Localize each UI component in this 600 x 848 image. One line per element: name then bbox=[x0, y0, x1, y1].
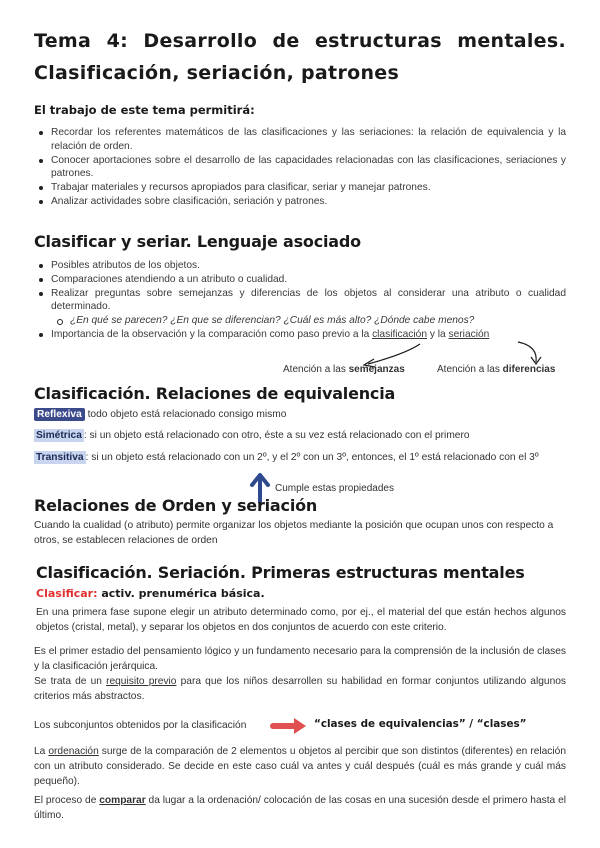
list-item: Trabajar materiales y recursos apropiados para clasificar, seriar y manejar patrones. bbox=[34, 181, 566, 195]
property-simetrica bbox=[34, 428, 566, 443]
page-title-line2: Clasificación, seriación, patrones bbox=[34, 62, 400, 84]
section-heading: Clasificación. Seriación. Primeras estructuras mentales bbox=[36, 563, 525, 582]
text: Importancia de la observación y la comparación como paso previo a la bbox=[51, 328, 373, 340]
title-word: estructuras bbox=[314, 30, 442, 52]
page-title-line1 bbox=[34, 30, 566, 52]
highlight-label: Simétrica bbox=[36, 430, 82, 441]
title-word: mentales. bbox=[457, 30, 566, 52]
arrow-to-semejanzas bbox=[368, 344, 420, 364]
text: La bbox=[34, 746, 49, 757]
property-transitiva bbox=[34, 450, 558, 465]
intro-list bbox=[34, 126, 566, 209]
list-item: Recordar los referentes matemáticos de las clasificaciones y las seriaciones: la relación de equivalencia y la relación de orden. bbox=[34, 126, 566, 154]
title-word: 4: bbox=[106, 30, 128, 52]
text: : si un objeto está relacionado con un 2º, y el 2º con un 3º, entonces, el 1º está relacionado con el 3º bbox=[85, 452, 539, 463]
section-heading: Clasificación. Relaciones de equivalencia bbox=[34, 384, 396, 403]
arrowhead bbox=[294, 718, 306, 734]
title-word: Desarrollo bbox=[143, 30, 258, 52]
section-heading: Relaciones de Orden y seriación bbox=[34, 496, 318, 515]
section1-list bbox=[34, 259, 566, 342]
list-item: Posibles atributos de los objetos. bbox=[34, 259, 566, 273]
text: Se trata de un bbox=[34, 676, 107, 687]
annotation-diferencias bbox=[437, 362, 555, 377]
property-reflexiva bbox=[34, 407, 566, 422]
text: El proceso de bbox=[34, 795, 100, 806]
paragraph: Cuando la cualidad (o atributo) permite organizar los objetos mediante la posición que ocupan unos con respecto a otros, se establecen relaciones de orden bbox=[34, 520, 554, 546]
highlight-label: Clasificar: bbox=[36, 587, 98, 600]
sub-list-item: ¿En qué se parecen? ¿En que se diferencian? ¿Cuál es más alto? ¿Dónde cabe menos? bbox=[34, 314, 566, 328]
subsets-text: Los subconjuntos obtenidos por la clasificación bbox=[34, 720, 247, 731]
text: surge de la comparación de 2 elementos u objetos al percibir que son distintos (diferentes) en relación con un atributo considerado. Se decide en este caso cuál va antes y cuál después (cuál es más grande y cuál más pequeño). bbox=[34, 746, 566, 787]
intro-heading: El trabajo de este tema permitirá: bbox=[34, 103, 255, 117]
paragraph bbox=[34, 674, 566, 704]
text: activ. prenumérica básica. bbox=[97, 587, 265, 600]
text: Atención a las bbox=[283, 364, 349, 375]
properties-note: Cumple estas propiedades bbox=[275, 483, 394, 494]
paragraph: Es el primer estadio del pensamiento lógico y un fundamento necesario para la comprensión de la inclusión de clases y la clasificación jerárquica. bbox=[34, 646, 566, 672]
paragraph: En una primera fase supone elegir un atributo determinado como, por ej., el material del que están hechos algunos objetos (cristal, metal), y separar los objetos en dos conjuntos de acuerdo con este criterio. bbox=[36, 607, 566, 633]
right-arrow bbox=[270, 715, 310, 737]
text: para que los niños desarrollen su habilidad en formar conjuntos utilizando algunos criterios más abstractos. bbox=[34, 676, 566, 702]
highlight-label: Transitiva bbox=[36, 452, 84, 463]
subsets-result: “clases de equivalencias” / “clases” bbox=[314, 718, 527, 730]
text: : si un objeto está relacionado con otro, éste a su vez está relacionado con el primero bbox=[83, 430, 470, 441]
annotation-semejanzas bbox=[283, 362, 405, 377]
bold-term: semejanzas bbox=[348, 364, 405, 375]
highlight-label: Reflexiva bbox=[34, 408, 85, 421]
underlined-term: seriación bbox=[448, 328, 490, 340]
list-item: Realizar preguntas sobre semejanzas y diferencias de los objetos al considerar una atributo o cualidad determinado. bbox=[34, 287, 566, 315]
title-word: Tema bbox=[34, 30, 92, 52]
underlined-term: comparar bbox=[99, 795, 146, 806]
paragraph bbox=[34, 793, 566, 823]
text: todo objeto está relacionado consigo mismo bbox=[84, 409, 287, 420]
list-item: Conocer aportaciones sobre el desarrollo de las capacidades relacionadas con las clasificaciones, seriaciones y patrones. bbox=[34, 154, 566, 182]
list-item: Comparaciones atendiendo a un atributo o cualidad. bbox=[34, 273, 566, 287]
bold-term: diferencias bbox=[502, 364, 556, 375]
arrow-to-diferencias bbox=[518, 342, 536, 362]
clasificar-definition bbox=[36, 587, 265, 600]
underlined-term: requisito previo bbox=[106, 676, 177, 687]
underlined-term: ordenación bbox=[48, 746, 99, 757]
list-item: Analizar actividades sobre clasificación, seriación y patrones. bbox=[34, 195, 566, 209]
text: y la bbox=[427, 328, 449, 340]
text: Atención a las bbox=[437, 364, 503, 375]
underlined-term: clasificación bbox=[372, 328, 428, 340]
title-word: de bbox=[272, 30, 300, 52]
section-heading: Clasificar y seriar. Lenguaje asociado bbox=[34, 232, 361, 251]
paragraph bbox=[34, 744, 566, 789]
text: da lugar a la ordenación/ colocación de las cosas en una sucesión desde el primero hasta el último. bbox=[34, 795, 566, 821]
